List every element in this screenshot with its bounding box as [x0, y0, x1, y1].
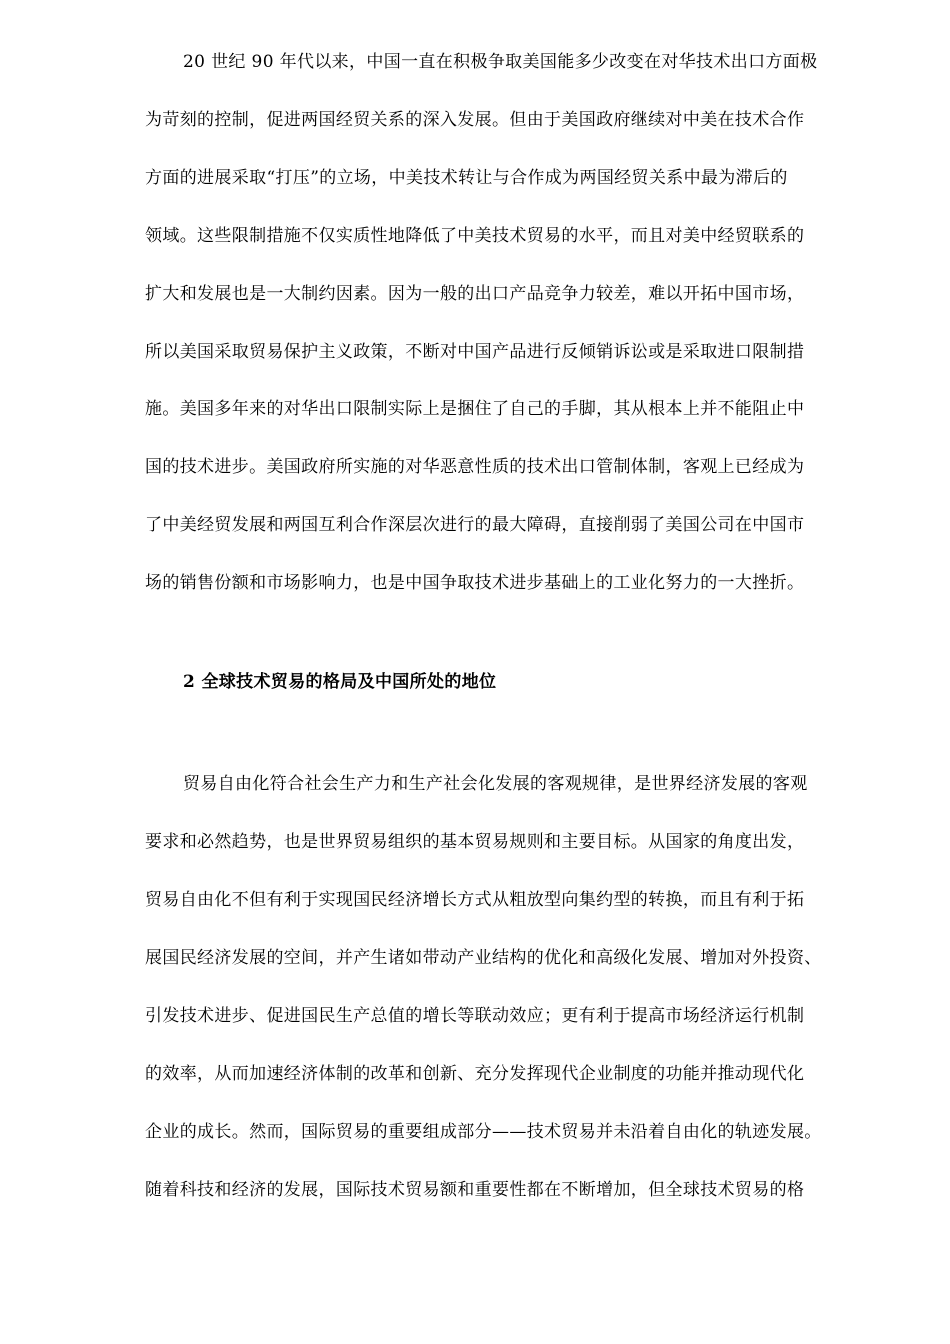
paragraph-line: 展国民经济发展的空间，并产生诸如带动产业结构的优化和高级化发展、增加对外投资、 [145, 948, 822, 968]
paragraph-line: 的效率，从而加速经济体制的改革和创新、充分发挥现代企业制度的功能并推动现代化 [145, 1064, 805, 1084]
paragraph-line: 国的技术进步。美国政府所实施的对华恶意性质的技术出口管制体制，客观上已经成为 [145, 457, 805, 477]
paragraph-line: 企业的成长。然而，国际贸易的重要组成部分——技术贸易并未沿着自由化的轨迹发展。 [145, 1122, 822, 1142]
paragraph-line: 领域。这些限制措施不仅实质性地降低了中美技术贸易的水平，而且对美中经贸联系的 [145, 226, 805, 246]
paragraph-line: 贸易自由化不但有利于实现国民经济增长方式从粗放型向集约型的转换，而且有利于拓 [145, 890, 805, 910]
paragraph-line: 为苛刻的控制，促进两国经贸关系的深入发展。但由于美国政府继续对中美在技术合作 [145, 110, 805, 130]
paragraph-line: 了中美经贸发展和两国互利合作深层次进行的最大障碍，直接削弱了美国公司在中国市 [145, 515, 805, 535]
paragraph-line: 方面的进展采取“打压”的立场，中美技术转让与合作成为两国经贸关系中最为滞后的 [145, 168, 788, 188]
paragraph-line: 随着科技和经济的发展，国际技术贸易额和重要性都在不断增加，但全球技术贸易的格 [145, 1180, 805, 1200]
paragraph-line: 引发技术进步、促进国民生产总值的增长等联动效应；更有利于提高市场经济运行机制 [145, 1006, 805, 1026]
paragraph-line: 20 世纪 90 年代以来，中国一直在积极争取美国能多少改变在对华技术出口方面极 [183, 52, 818, 72]
paragraph-line: 场的销售份额和市场影响力，也是中国争取技术进步基础上的工业化努力的一大挫折。 [145, 573, 805, 593]
section-heading: 2 全球技术贸易的格局及中国所处的地位 [183, 672, 497, 692]
paragraph-line: 扩大和发展也是一大制约因素。因为一般的出口产品竞争力较差，难以开拓中国市场， [145, 284, 805, 304]
paragraph-line: 所以美国采取贸易保护主义政策，不断对中国产品进行反倾销诉讼或是采取进口限制措 [145, 342, 805, 362]
paragraph-line: 贸易自由化符合社会生产力和生产社会化发展的客观规律，是世界经济发展的客观 [183, 774, 808, 794]
paragraph-line: 要求和必然趋势，也是世界贸易组织的基本贸易规则和主要目标。从国家的角度出发， [145, 832, 805, 852]
paragraph-line: 施。美国多年来的对华出口限制实际上是捆住了自己的手脚，其从根本上并不能阻止中 [145, 399, 805, 419]
